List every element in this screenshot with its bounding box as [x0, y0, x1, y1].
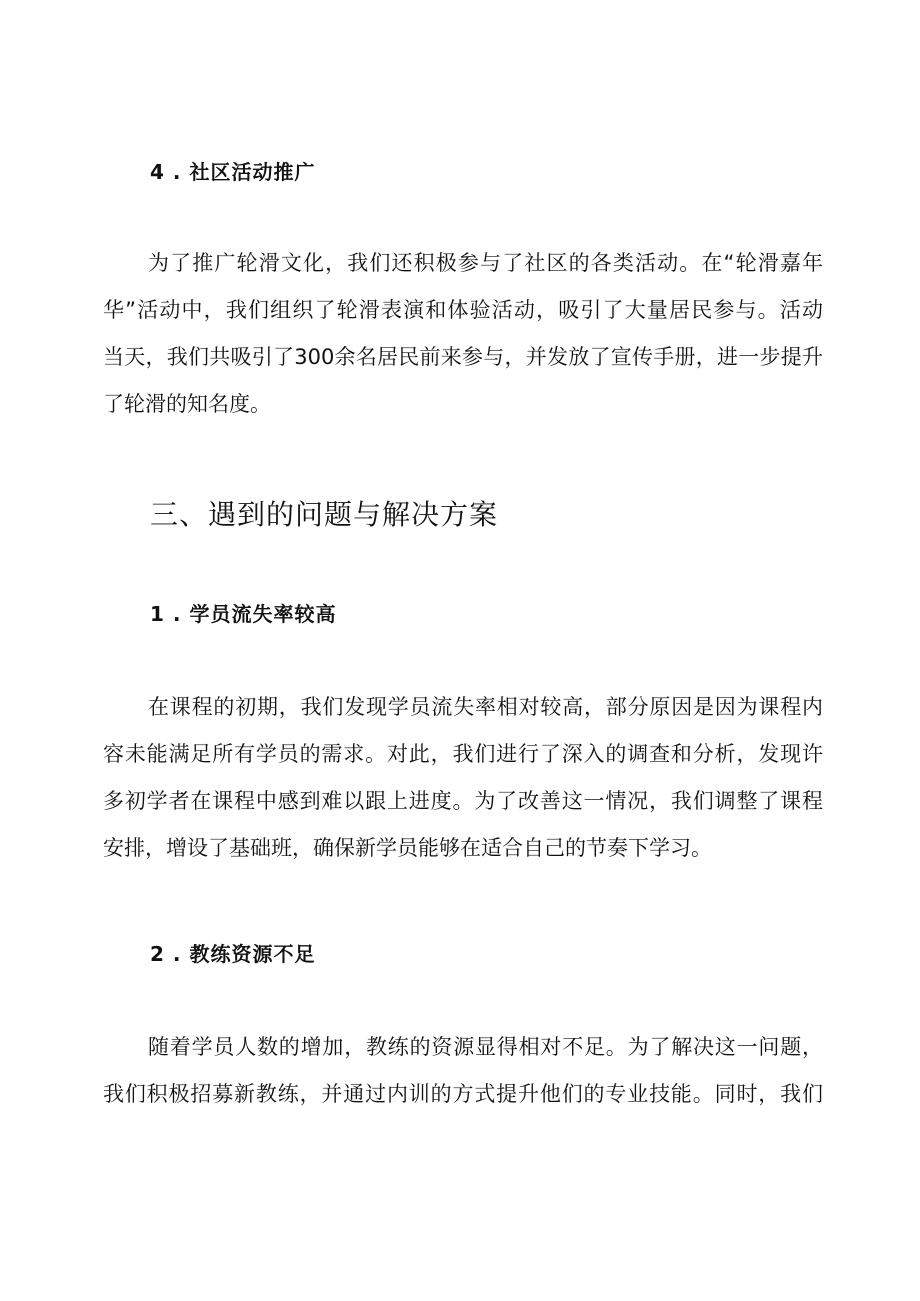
paragraph-coach-shortage — [103, 1024, 823, 1118]
section-heading-problems-solutions: 三、遇到的问题与解决方案 — [150, 498, 499, 531]
paragraph-line: 多初学者在课程中感到难以跟上进度。为了改善这一情况，我们调整了课程 — [103, 789, 823, 813]
subsection-heading-student-attrition: 1 . 学员流失率较高 — [150, 602, 337, 626]
subsection-heading-coach-shortage: 2 . 教练资源不足 — [150, 942, 316, 966]
paragraph-line: 我们积极招募新教练，并通过内训的方式提升他们的专业技能。同时，我们 — [103, 1082, 823, 1106]
paragraph-line: 华”活动中，我们组织了轮滑表演和体验活动，吸引了大量居民参与。活动 — [103, 298, 823, 322]
paragraph-line: 当天，我们共吸引了300余名居民前来参与，并发放了宣传手册，进一步提升 — [103, 345, 823, 369]
subsection-heading-community-promotion: 4 . 社区活动推广 — [150, 160, 316, 184]
paragraph-line: 随着学员人数的增加，教练的资源显得相对不足。为了解决这一问题， — [148, 1035, 823, 1059]
paragraph-line: 安排，增设了基础班，确保新学员能够在适合自己的节奏下学习。 — [103, 836, 712, 860]
paragraph-community-promotion — [103, 240, 823, 428]
paragraph-line: 了轮滑的知名度。 — [103, 392, 271, 416]
paragraph-line: 容未能满足所有学员的需求。对此，我们进行了深入的调查和分析，发现许 — [103, 742, 823, 766]
paragraph-line: 为了推广轮滑文化，我们还积极参与了社区的各类活动。在“轮滑嘉年 — [148, 251, 823, 275]
paragraph-student-attrition — [103, 684, 823, 872]
paragraph-line: 在课程的初期，我们发现学员流失率相对较高，部分原因是因为课程内 — [148, 695, 823, 719]
